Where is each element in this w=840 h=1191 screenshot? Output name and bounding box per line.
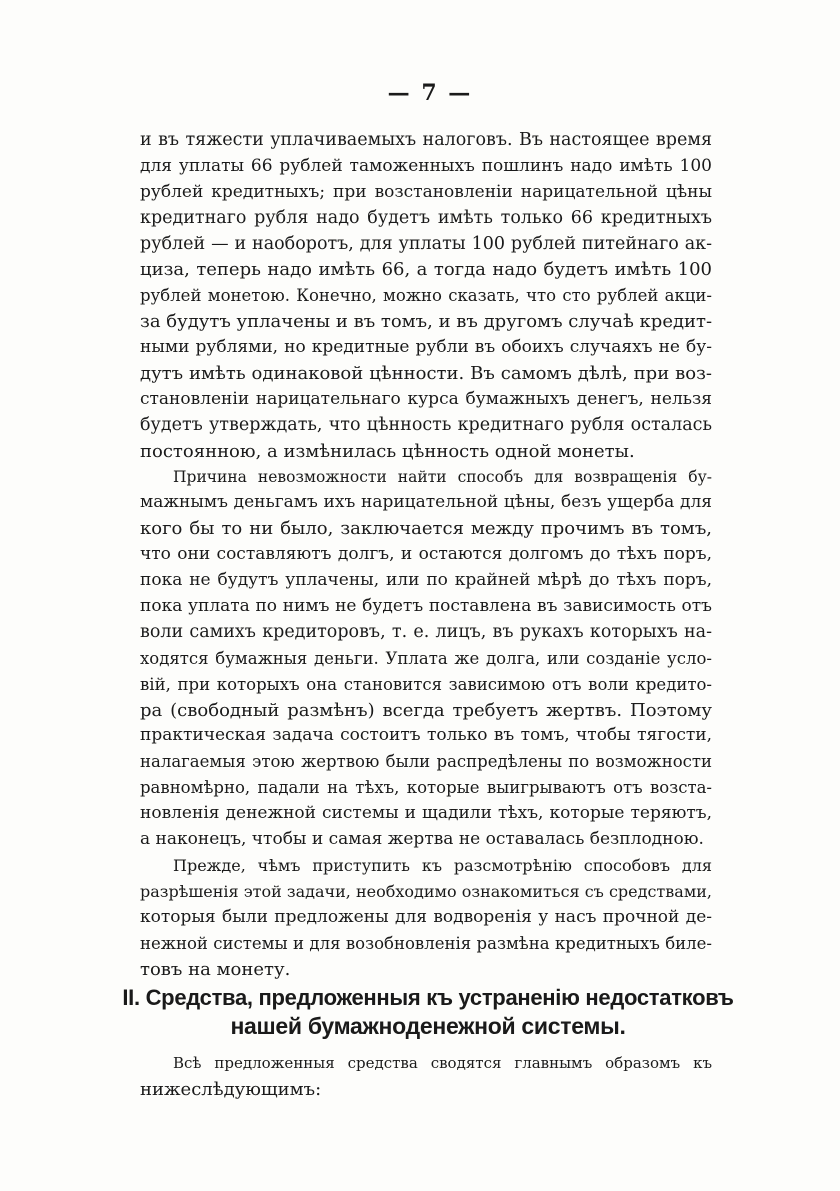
body-text bbox=[140, 128, 712, 982]
text-line: ходятся бумажныя деньги. Уплата же долга, или созданіе усло- bbox=[140, 648, 712, 668]
section-intro bbox=[140, 1051, 712, 1103]
text-line: что они составляютъ долгъ, и остаются долгомъ до тѣхъ поръ, bbox=[140, 544, 712, 565]
section-heading bbox=[118, 984, 738, 1040]
paragraph-2 bbox=[140, 465, 712, 853]
text-line: для уплаты 66 рублей таможенныхъ пошлинъ надо имѣть 100 bbox=[140, 155, 712, 176]
text-line: пока уплата по нимъ не будетъ поставлена въ зависимость отъ bbox=[140, 596, 712, 617]
page-number: — 7 — bbox=[387, 80, 473, 106]
text-line: циза, теперь надо имѣть 66, а тогда надо будетъ имѣть 100 bbox=[140, 259, 712, 281]
text-line: практическая задача состоитъ только въ томъ, чтобы тягости, bbox=[140, 725, 712, 746]
text-line: Всѣ предложенныя средства сводятся главнымъ образомъ къ bbox=[173, 1054, 712, 1072]
text-line: мажнымъ деньгамъ ихъ нарицательной цѣны, безъ ущерба для bbox=[140, 492, 712, 513]
text-line: новленія денежной системы и щадили тѣхъ, которые теряютъ, bbox=[140, 803, 712, 824]
section-heading-line: II. Средства, предложенныя къ устраненію недостатковъ bbox=[122, 985, 734, 1010]
text-line: будетъ утверждать, что цѣнность кредитнаго рубля осталась bbox=[140, 414, 712, 435]
text-line: дутъ имѣть одинаковой цѣнности. Въ самомъ дѣлѣ, при воз- bbox=[140, 363, 712, 385]
text-line: рублей — и наоборотъ, для уплаты 100 рублей питейнаго ак- bbox=[140, 233, 712, 254]
text-line: равномѣрно, падали на тѣхъ, которые выигрываютъ отъ возста- bbox=[140, 778, 712, 798]
text-line: рублей кредитныхъ; при возстановленіи нарицательной цѣны bbox=[140, 181, 712, 202]
text-line: а наконецъ, чтобы и самая жертва не оставалась безплодною. bbox=[140, 829, 704, 850]
text-line: налагаемыя этою жертвою были распредѣлены по возможности bbox=[140, 752, 712, 772]
paragraph-3 bbox=[140, 853, 712, 982]
text-line: кредитнаго рубля надо будетъ имѣть только 66 кредитныхъ bbox=[140, 207, 712, 228]
text-line: ными рублями, но кредитные рубли въ обоихъ случаяхъ не бу- bbox=[140, 337, 712, 358]
text-line: нижеслѣдующимъ: bbox=[140, 1078, 322, 1100]
text-line: ра (свободный размѣнъ) всегда требуетъ жертвъ. Поэтому bbox=[140, 699, 712, 721]
text-line: кого бы то ни было, заключается между прочимъ въ томъ, bbox=[140, 518, 712, 540]
text-line: нежной системы и для возобновленія размѣна кредитныхъ биле- bbox=[140, 933, 712, 953]
section-heading-line: нашей бумажноденежной системы. bbox=[230, 1013, 626, 1039]
text-line: которыя были предложены для водворенія у насъ прочной де- bbox=[140, 906, 712, 927]
text-line: Прежде, чѣмъ приступить къ разсмотрѣнію способовъ для bbox=[173, 855, 712, 875]
text-line: постоянною, а измѣнилась цѣнность одной монеты. bbox=[140, 440, 635, 462]
text-line: рублей монетою. Конечно, можно сказать, что сто рублей акци- bbox=[140, 286, 712, 306]
text-line: Причина невозможности найти способъ для возвращенія бу- bbox=[173, 467, 712, 486]
paragraph-1 bbox=[140, 128, 712, 465]
text-line: вій, при которыхъ она становится зависимою отъ воли кредито- bbox=[140, 674, 712, 694]
text-line: за будутъ уплачены и въ томъ, и въ другомъ случаѣ кредит- bbox=[140, 311, 713, 333]
text-line: товъ на монету. bbox=[140, 958, 291, 980]
text-line: разрѣшенія этой задачи, необходимо ознакомиться съ средствами, bbox=[140, 881, 713, 901]
text-line: пока не будутъ уплачены, или по крайней мѣрѣ до тѣхъ поръ, bbox=[140, 570, 712, 591]
text-line: и въ тяжести уплачиваемыхъ налоговъ. Въ настоящее время bbox=[140, 130, 712, 150]
text-line: становленіи нарицательнаго курса бумажныхъ денегъ, нельзя bbox=[140, 388, 712, 409]
text-line: воли самихъ кредиторовъ, т. е. лицъ, въ рукахъ которыхъ на- bbox=[140, 621, 712, 642]
